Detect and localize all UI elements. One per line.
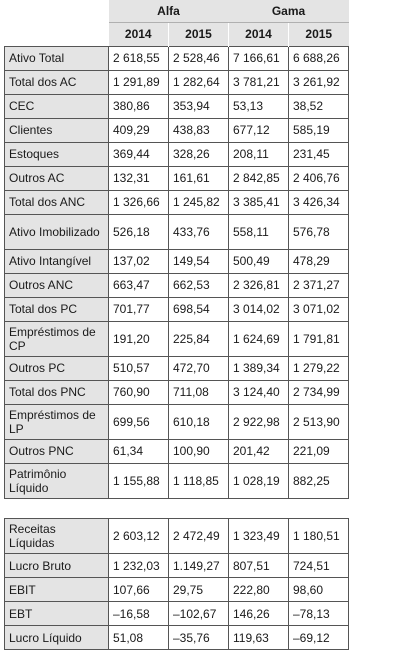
value-cell: 663,47 — [109, 273, 169, 297]
value-cell: 500,49 — [229, 249, 289, 273]
value-cell: 2 603,12 — [109, 519, 169, 554]
year-header-alfa-2014: 2014 — [109, 22, 169, 46]
row-label: Total dos ANC — [5, 190, 109, 214]
year-header-gama-2015: 2015 — [289, 22, 349, 46]
value-cell: 7 166,61 — [229, 46, 289, 70]
value-cell: 760,90 — [109, 380, 169, 404]
table-row — [5, 70, 349, 94]
value-cell: 1 326,66 — [109, 190, 169, 214]
value-cell: 1 155,88 — [109, 463, 169, 498]
company-header-gama: Gama — [229, 0, 349, 22]
row-label: Total dos AC — [5, 70, 109, 94]
row-label: Clientes — [5, 118, 109, 142]
value-cell: 2 406,76 — [289, 166, 349, 190]
value-cell: 61,34 — [109, 439, 169, 463]
row-label: Patrimônio Líquido — [5, 463, 109, 498]
value-cell: 1 028,19 — [229, 463, 289, 498]
value-cell: 2 513,90 — [289, 404, 349, 439]
table-row — [5, 626, 349, 650]
table-row — [5, 46, 349, 70]
header-blank-cell — [5, 22, 109, 46]
value-cell: –69,12 — [289, 626, 349, 650]
value-cell: 438,83 — [169, 118, 229, 142]
value-cell: 433,76 — [169, 214, 229, 249]
value-cell: 201,42 — [229, 439, 289, 463]
value-cell: 353,94 — [169, 94, 229, 118]
table-row — [5, 249, 349, 273]
value-cell: 1.149,27 — [169, 554, 229, 578]
value-cell: 380,86 — [109, 94, 169, 118]
row-label: Total dos PC — [5, 297, 109, 321]
value-cell: 1 282,64 — [169, 70, 229, 94]
table-row — [5, 273, 349, 297]
table-row — [5, 439, 349, 463]
value-cell: 610,18 — [169, 404, 229, 439]
table-row — [5, 404, 349, 439]
value-cell: 191,20 — [109, 321, 169, 356]
value-cell: 98,60 — [289, 578, 349, 602]
year-header-alfa-2015: 2015 — [169, 22, 229, 46]
year-header-gama-2014: 2014 — [229, 22, 289, 46]
value-cell: 1 389,34 — [229, 356, 289, 380]
header-blank-cell — [5, 0, 109, 22]
table-row — [5, 519, 349, 554]
value-cell: –102,67 — [169, 602, 229, 626]
value-cell: 6 688,26 — [289, 46, 349, 70]
value-cell: 1 624,69 — [229, 321, 289, 356]
row-label: Ativo Imobilizado — [5, 214, 109, 249]
value-cell: 53,13 — [229, 94, 289, 118]
row-label: Ativo Intangível — [5, 249, 109, 273]
value-cell: 3 071,02 — [289, 297, 349, 321]
value-cell: 3 261,92 — [289, 70, 349, 94]
value-cell: 231,45 — [289, 142, 349, 166]
value-cell: 478,29 — [289, 249, 349, 273]
row-label: Receitas Líquidas — [5, 519, 109, 554]
row-label: Empréstimos de CP — [5, 321, 109, 356]
value-cell: 107,66 — [109, 578, 169, 602]
row-label: Empréstimos de LP — [5, 404, 109, 439]
value-cell: 2 842,85 — [229, 166, 289, 190]
row-label: Outros PC — [5, 356, 109, 380]
value-cell: 2 326,81 — [229, 273, 289, 297]
value-cell: 51,08 — [109, 626, 169, 650]
value-cell: 225,84 — [169, 321, 229, 356]
value-cell: 526,18 — [109, 214, 169, 249]
table-row — [5, 214, 349, 249]
table-row — [5, 118, 349, 142]
value-cell: 2 528,46 — [169, 46, 229, 70]
value-cell: 3 014,02 — [229, 297, 289, 321]
value-cell: 328,26 — [169, 142, 229, 166]
table-row — [5, 166, 349, 190]
value-cell: 1 232,03 — [109, 554, 169, 578]
row-label: Ativo Total — [5, 46, 109, 70]
value-cell: 2 618,55 — [109, 46, 169, 70]
value-cell: 699,56 — [109, 404, 169, 439]
row-label: Lucro Líquido — [5, 626, 109, 650]
value-cell: 3 385,41 — [229, 190, 289, 214]
row-label: Total dos PNC — [5, 380, 109, 404]
table-row — [5, 297, 349, 321]
value-cell: 2 371,27 — [289, 273, 349, 297]
row-label: Outros ANC — [5, 273, 109, 297]
value-cell: –16,58 — [109, 602, 169, 626]
value-cell: –35,76 — [169, 626, 229, 650]
value-cell: 38,52 — [289, 94, 349, 118]
value-cell: 1 279,22 — [289, 356, 349, 380]
value-cell: 698,54 — [169, 297, 229, 321]
table-row — [5, 321, 349, 356]
value-cell: 3 124,40 — [229, 380, 289, 404]
value-cell: 161,61 — [169, 166, 229, 190]
row-label: EBIT — [5, 578, 109, 602]
value-cell: 711,08 — [169, 380, 229, 404]
value-cell: 2 472,49 — [169, 519, 229, 554]
table-row — [5, 94, 349, 118]
value-cell: 882,25 — [289, 463, 349, 498]
value-cell: 221,09 — [289, 439, 349, 463]
value-cell: 208,11 — [229, 142, 289, 166]
value-cell: 409,29 — [109, 118, 169, 142]
value-cell: 3 426,34 — [289, 190, 349, 214]
value-cell: 369,44 — [109, 142, 169, 166]
value-cell: 1 118,85 — [169, 463, 229, 498]
row-label: Outros AC — [5, 166, 109, 190]
value-cell: 677,12 — [229, 118, 289, 142]
table-row — [5, 380, 349, 404]
value-cell: 807,51 — [229, 554, 289, 578]
value-cell: 29,75 — [169, 578, 229, 602]
value-cell: 1 791,81 — [289, 321, 349, 356]
table-row — [5, 142, 349, 166]
value-cell: 222,80 — [229, 578, 289, 602]
value-cell: 2 922,98 — [229, 404, 289, 439]
table-row — [5, 578, 349, 602]
balance-sheet-table — [4, 0, 349, 499]
value-cell: –78,13 — [289, 602, 349, 626]
value-cell: 1 245,82 — [169, 190, 229, 214]
value-cell: 137,02 — [109, 249, 169, 273]
value-cell: 100,90 — [169, 439, 229, 463]
value-cell: 576,78 — [289, 214, 349, 249]
row-label: EBT — [5, 602, 109, 626]
value-cell: 558,11 — [229, 214, 289, 249]
value-cell: 701,77 — [109, 297, 169, 321]
value-cell: 1 323,49 — [229, 519, 289, 554]
value-cell: 662,53 — [169, 273, 229, 297]
value-cell: 1 291,89 — [109, 70, 169, 94]
table-row — [5, 602, 349, 626]
table-row — [5, 190, 349, 214]
table-row — [5, 356, 349, 380]
value-cell: 510,57 — [109, 356, 169, 380]
value-cell: 2 734,99 — [289, 380, 349, 404]
income-statement-table — [4, 518, 349, 650]
row-label: CEC — [5, 94, 109, 118]
value-cell: 119,63 — [229, 626, 289, 650]
value-cell: 132,31 — [109, 166, 169, 190]
row-label: Outros PNC — [5, 439, 109, 463]
value-cell: 149,54 — [169, 249, 229, 273]
value-cell: 1 180,51 — [289, 519, 349, 554]
value-cell: 146,26 — [229, 602, 289, 626]
value-cell: 3 781,21 — [229, 70, 289, 94]
table-row — [5, 463, 349, 498]
company-header-alfa: Alfa — [109, 0, 229, 22]
value-cell: 724,51 — [289, 554, 349, 578]
value-cell: 472,70 — [169, 356, 229, 380]
table-row — [5, 554, 349, 578]
row-label: Estoques — [5, 142, 109, 166]
row-label: Lucro Bruto — [5, 554, 109, 578]
value-cell: 585,19 — [289, 118, 349, 142]
